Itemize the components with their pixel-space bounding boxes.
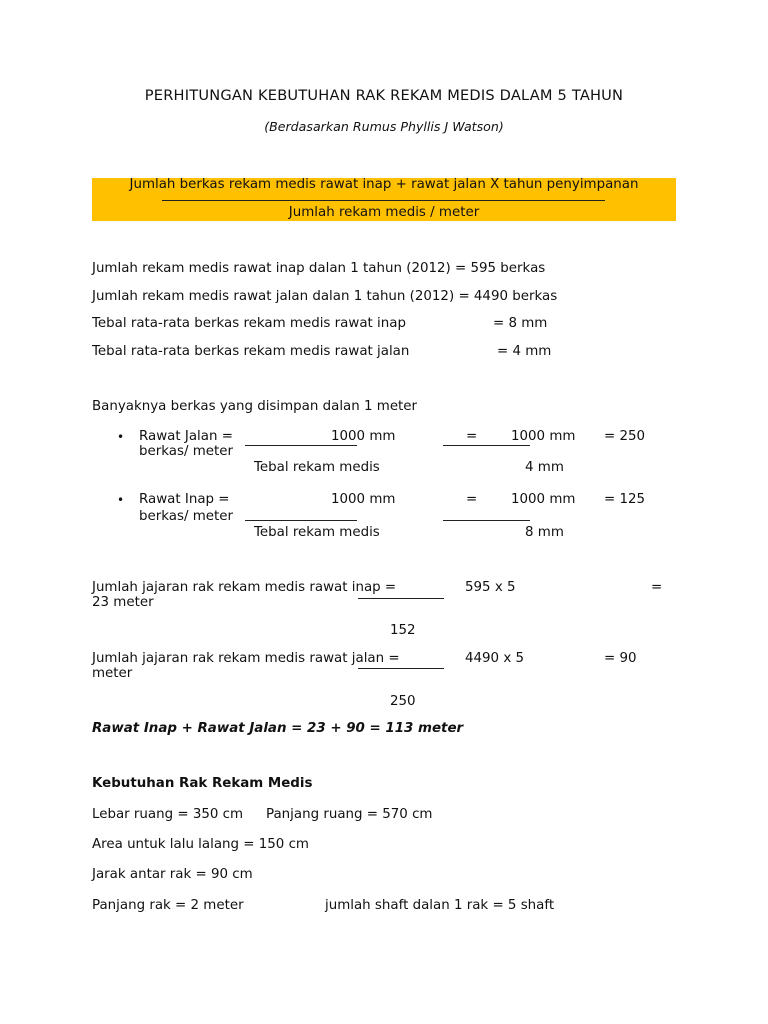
per-meter-inap-denominator: Tebal rekam medis — [254, 525, 380, 540]
jajaran-inap-fraction-line — [358, 598, 444, 599]
bullet-marker: • — [117, 430, 125, 444]
jajaran-jalan-unit: meter — [92, 666, 133, 681]
jajaran-inap-eq: = — [651, 580, 663, 595]
document-title: PERHITUNGAN KEBUTUHAN RAK REKAM MEDIS DALAM 5 TAHUN — [144, 87, 624, 104]
formula-fraction-line — [162, 200, 605, 201]
fact-rawat-inap-count: Jumlah rekam medis rawat inap dalan 1 tahun (2012) = 595 berkas — [92, 261, 546, 276]
needs-jarak-antar-rak: Jarak antar rak = 90 cm — [92, 867, 253, 882]
per-meter-jalan-result: = 250 — [604, 429, 646, 444]
per-meter-jalan-label: Rawat Jalan = — [139, 429, 233, 444]
formula-numerator: Jumlah berkas rekam medis rawat inap + rawat jalan X tahun penyimpanan — [129, 177, 639, 192]
per-meter-inap-numerator2: 1000 mm — [511, 492, 576, 507]
jajaran-jalan-fraction-line — [358, 668, 444, 669]
total-meters: Rawat Inap + Rawat Jalan = 23 + 90 = 113 meter — [92, 721, 464, 736]
per-meter-jalan-denominator: Tebal rekam medis — [254, 460, 380, 475]
per-meter-jalan-fraction-line-2 — [443, 445, 530, 446]
per-meter-jalan-eq: = — [466, 429, 478, 444]
per-meter-inap-fraction-line — [245, 520, 357, 521]
per-meter-inap-unit: berkas/ meter — [139, 509, 233, 524]
fact-thickness-inap-value: = 8 mm — [493, 316, 548, 331]
needs-jumlah-shaft: jumlah shaft dalan 1 rak = 5 shaft — [325, 898, 555, 913]
per-meter-jalan-denominator2: 4 mm — [525, 460, 564, 475]
fact-thickness-jalan-label: Tebal rata-rata berkas rekam medis rawat jalan — [92, 344, 410, 359]
needs-lebar-ruang: Lebar ruang = 350 cm — [92, 807, 244, 822]
per-meter-inap-numerator: 1000 mm — [331, 492, 396, 507]
needs-heading: Kebutuhan Rak Rekam Medis — [92, 776, 313, 791]
fact-thickness-inap-label: Tebal rata-rata berkas rekam medis rawat inap — [92, 316, 406, 331]
jajaran-jalan-numerator: 4490 x 5 — [465, 651, 525, 666]
per-meter-inap-denominator2: 8 mm — [525, 525, 564, 540]
fact-thickness-jalan-value: = 4 mm — [497, 344, 552, 359]
bullet-marker: • — [117, 493, 125, 507]
per-meter-jalan-fraction-line — [245, 445, 357, 446]
needs-area-lalu-lalang: Area untuk lalu lalang = 150 cm — [92, 837, 309, 852]
per-meter-inap-result: = 125 — [604, 492, 646, 507]
jajaran-inap-label: Jumlah jajaran rak rekam medis rawat inap = — [92, 580, 397, 595]
jajaran-inap-denominator: 152 — [390, 623, 416, 638]
per-meter-heading: Banyaknya berkas yang disimpan dalan 1 meter — [92, 399, 418, 414]
jajaran-jalan-result: = 90 — [604, 651, 637, 666]
jajaran-inap-result: 23 meter — [92, 595, 154, 610]
jajaran-jalan-label: Jumlah jajaran rak rekam medis rawat jalan = — [92, 651, 400, 666]
jajaran-jalan-denominator: 250 — [390, 694, 416, 709]
per-meter-jalan-numerator: 1000 mm — [331, 429, 396, 444]
document-subtitle: (Berdasarkan Rumus Phyllis J Watson) — [264, 119, 504, 134]
per-meter-jalan-unit: berkas/ meter — [139, 444, 233, 459]
jajaran-inap-numerator: 595 x 5 — [465, 580, 516, 595]
needs-panjang-rak: Panjang rak = 2 meter — [92, 898, 244, 913]
needs-panjang-ruang: Panjang ruang = 570 cm — [266, 807, 433, 822]
per-meter-inap-label: Rawat Inap = — [139, 492, 230, 507]
per-meter-jalan-numerator2: 1000 mm — [511, 429, 576, 444]
fact-rawat-jalan-count: Jumlah rekam medis rawat jalan dalan 1 tahun (2012) = 4490 berkas — [92, 289, 558, 304]
per-meter-inap-fraction-line-2 — [443, 520, 530, 521]
formula-denominator: Jumlah rekam medis / meter — [288, 205, 480, 220]
per-meter-inap-eq: = — [466, 492, 478, 507]
